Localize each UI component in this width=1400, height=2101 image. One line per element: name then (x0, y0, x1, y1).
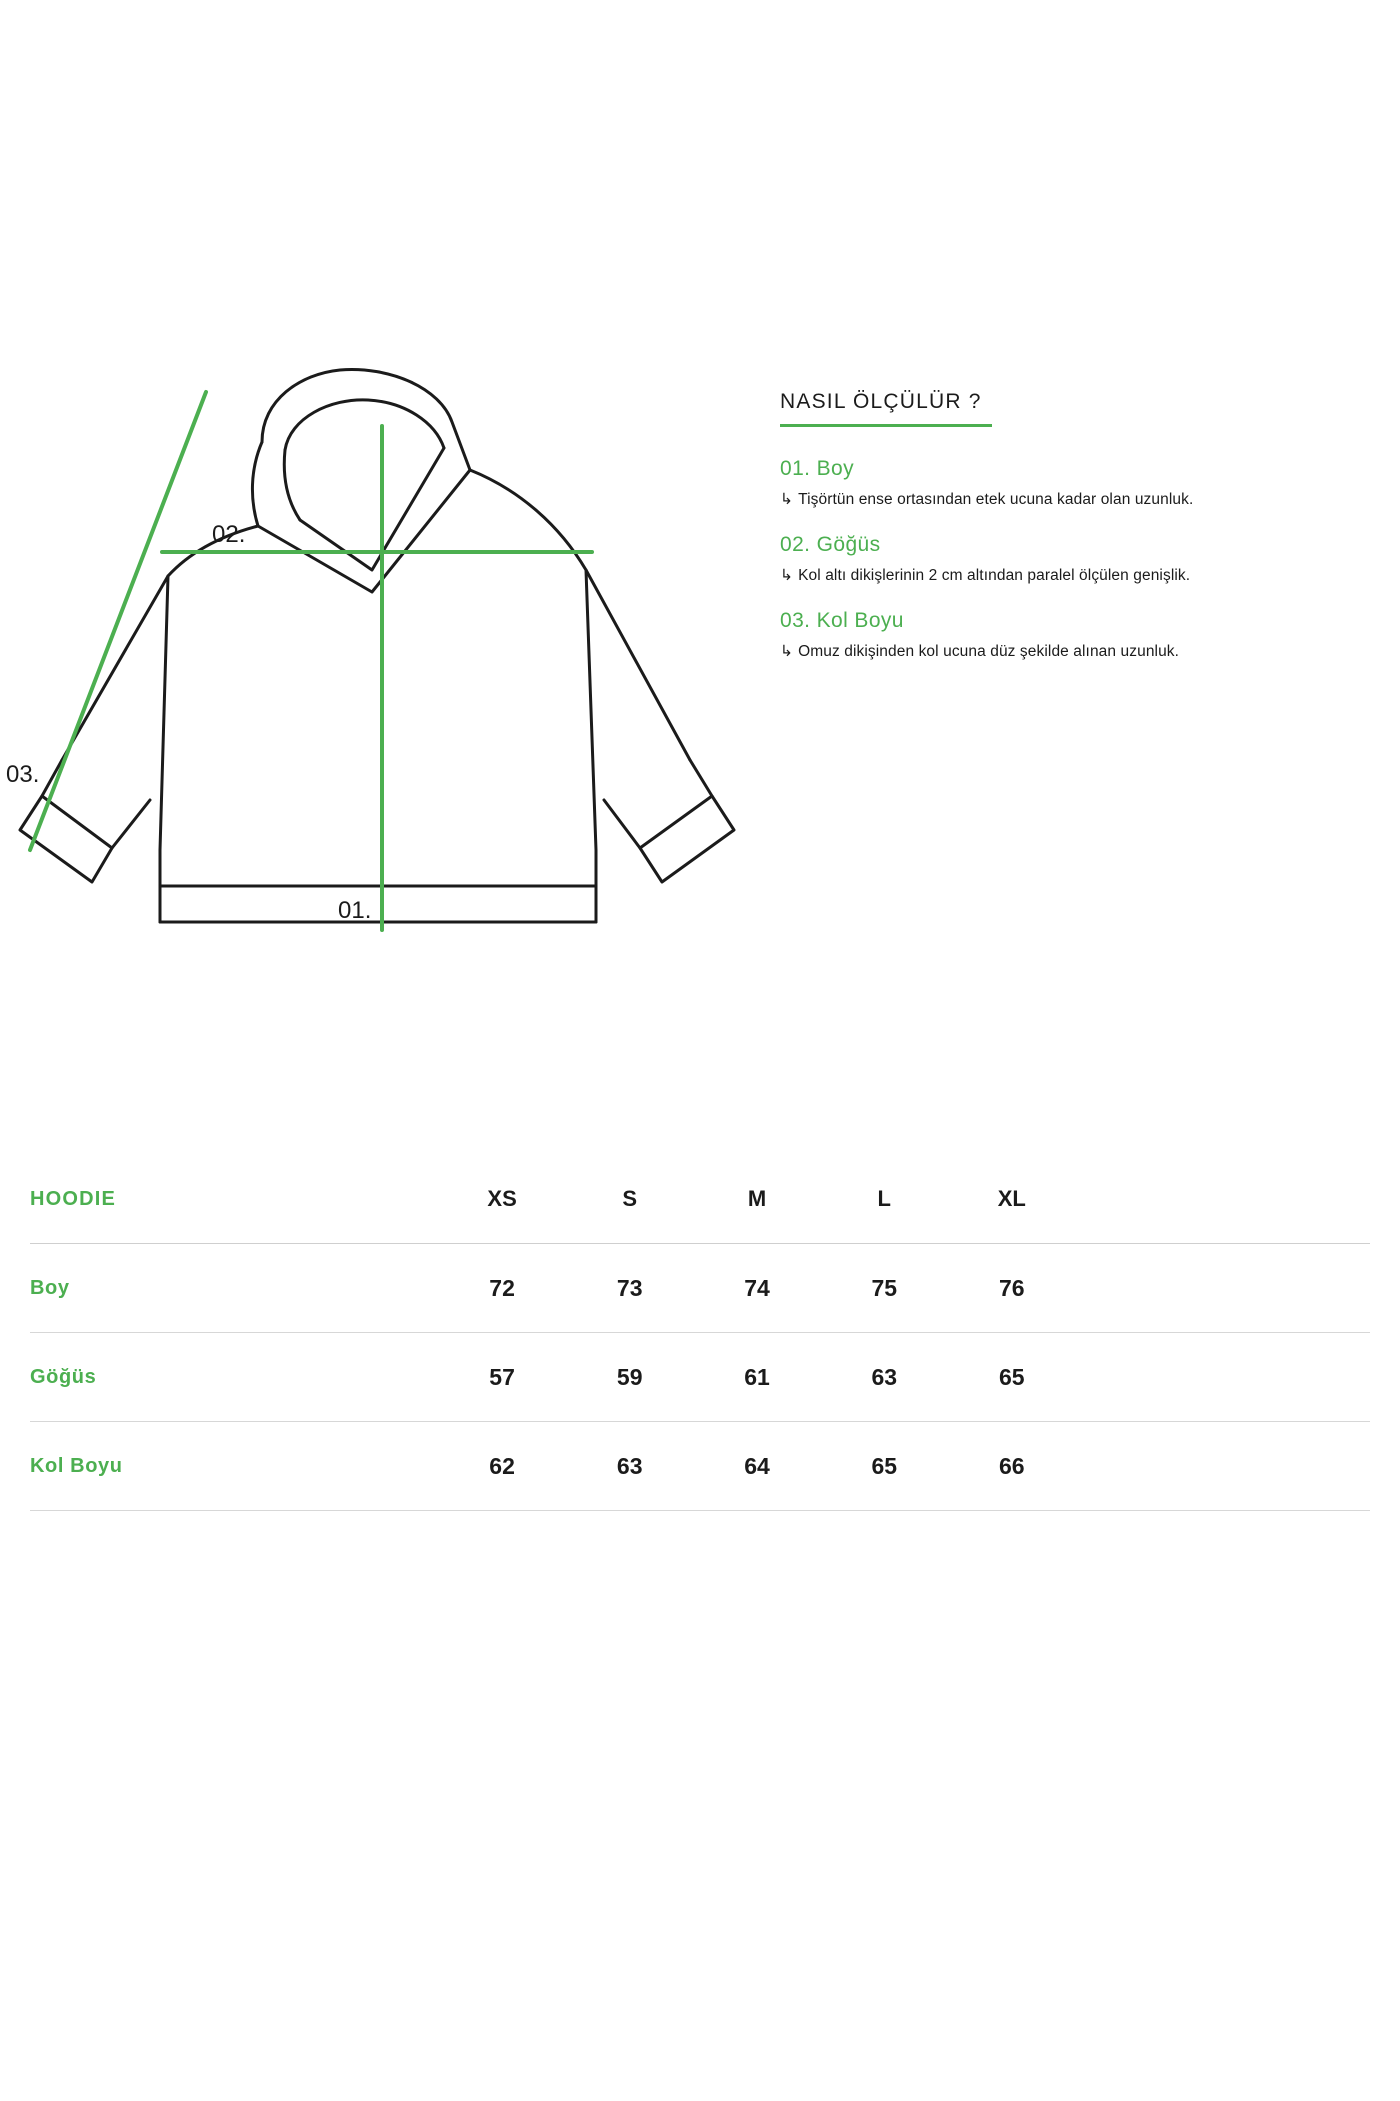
table-header-m: M (747, 1186, 767, 1211)
table-spacer (1076, 1155, 1370, 1244)
callout-sleeve-label: 03. (6, 761, 40, 788)
cell-length-m: 74 (744, 1274, 770, 1301)
measure-item-chest-description (780, 566, 1320, 585)
table-header-l: L (877, 1186, 891, 1211)
callout-length-label: 01. (338, 897, 372, 924)
row-label-length: Boy (30, 1276, 70, 1299)
cell-length-l: 75 (871, 1274, 898, 1301)
measure-item-sleeve-text: Omuz dikişinden kol ucuna düz şekilde alınan uzunluk. (798, 643, 1180, 660)
table-row (30, 1422, 1370, 1511)
title-underline (780, 424, 992, 427)
table-spacer (1076, 1333, 1370, 1422)
arrow-icon: ↳ (780, 567, 794, 584)
measure-item-chest (780, 533, 1320, 585)
table-spacer (1076, 1244, 1370, 1333)
table-spacer (1076, 1422, 1370, 1511)
table-row (30, 1244, 1370, 1333)
measure-item-chest-text: Kol altı dikişlerinin 2 cm altından paralel ölçülen genişlik. (798, 567, 1191, 584)
cell-length-xs: 72 (489, 1274, 515, 1301)
callout-chest-label: 02. (212, 521, 246, 548)
table-header-xl: XL (997, 1186, 1026, 1211)
measure-item-length (780, 457, 1320, 509)
row-label-sleeve: Kol Boyu (30, 1454, 123, 1477)
size-table (30, 1155, 1370, 1511)
cell-length-s: 73 (616, 1274, 643, 1301)
measure-item-sleeve-description (780, 642, 1320, 661)
measure-item-sleeve-heading: 03. Kol Boyu (780, 609, 904, 632)
cell-sleeve-xl: 66 (998, 1452, 1025, 1479)
measure-item-length-description (780, 490, 1320, 509)
cell-sleeve-m: 64 (744, 1452, 770, 1479)
how-to-measure-panel (780, 390, 1320, 685)
cell-length-xl: 76 (998, 1274, 1025, 1301)
row-label-chest: Göğüs (30, 1365, 97, 1388)
cell-chest-m: 61 (744, 1363, 770, 1390)
cell-chest-l: 63 (871, 1363, 898, 1390)
cell-chest-xl: 65 (998, 1363, 1025, 1390)
measure-item-length-text: Tişörtün ense ortasından etek ucuna kadar olan uzunluk. (798, 491, 1194, 508)
hoodie-illustration (0, 330, 760, 950)
cell-chest-s: 59 (616, 1363, 643, 1390)
table-row (30, 1333, 1370, 1422)
measure-item-chest-heading: 02. Göğüs (780, 533, 881, 556)
table-header-xs: XS (487, 1186, 517, 1211)
arrow-icon: ↳ (780, 643, 794, 660)
table-product-label: HOODIE (30, 1187, 117, 1210)
table-header-row (30, 1155, 1370, 1244)
measure-item-sleeve (780, 609, 1320, 661)
how-to-measure-title: NASIL ÖLÇÜLÜR ? (780, 390, 982, 413)
arrow-icon: ↳ (780, 491, 794, 508)
cell-sleeve-l: 65 (871, 1452, 898, 1479)
measure-item-length-heading: 01. Boy (780, 457, 855, 480)
table-header-s: S (622, 1186, 638, 1211)
cell-sleeve-s: 63 (616, 1452, 643, 1479)
cell-sleeve-xs: 62 (489, 1452, 515, 1479)
cell-chest-xs: 57 (489, 1363, 515, 1390)
